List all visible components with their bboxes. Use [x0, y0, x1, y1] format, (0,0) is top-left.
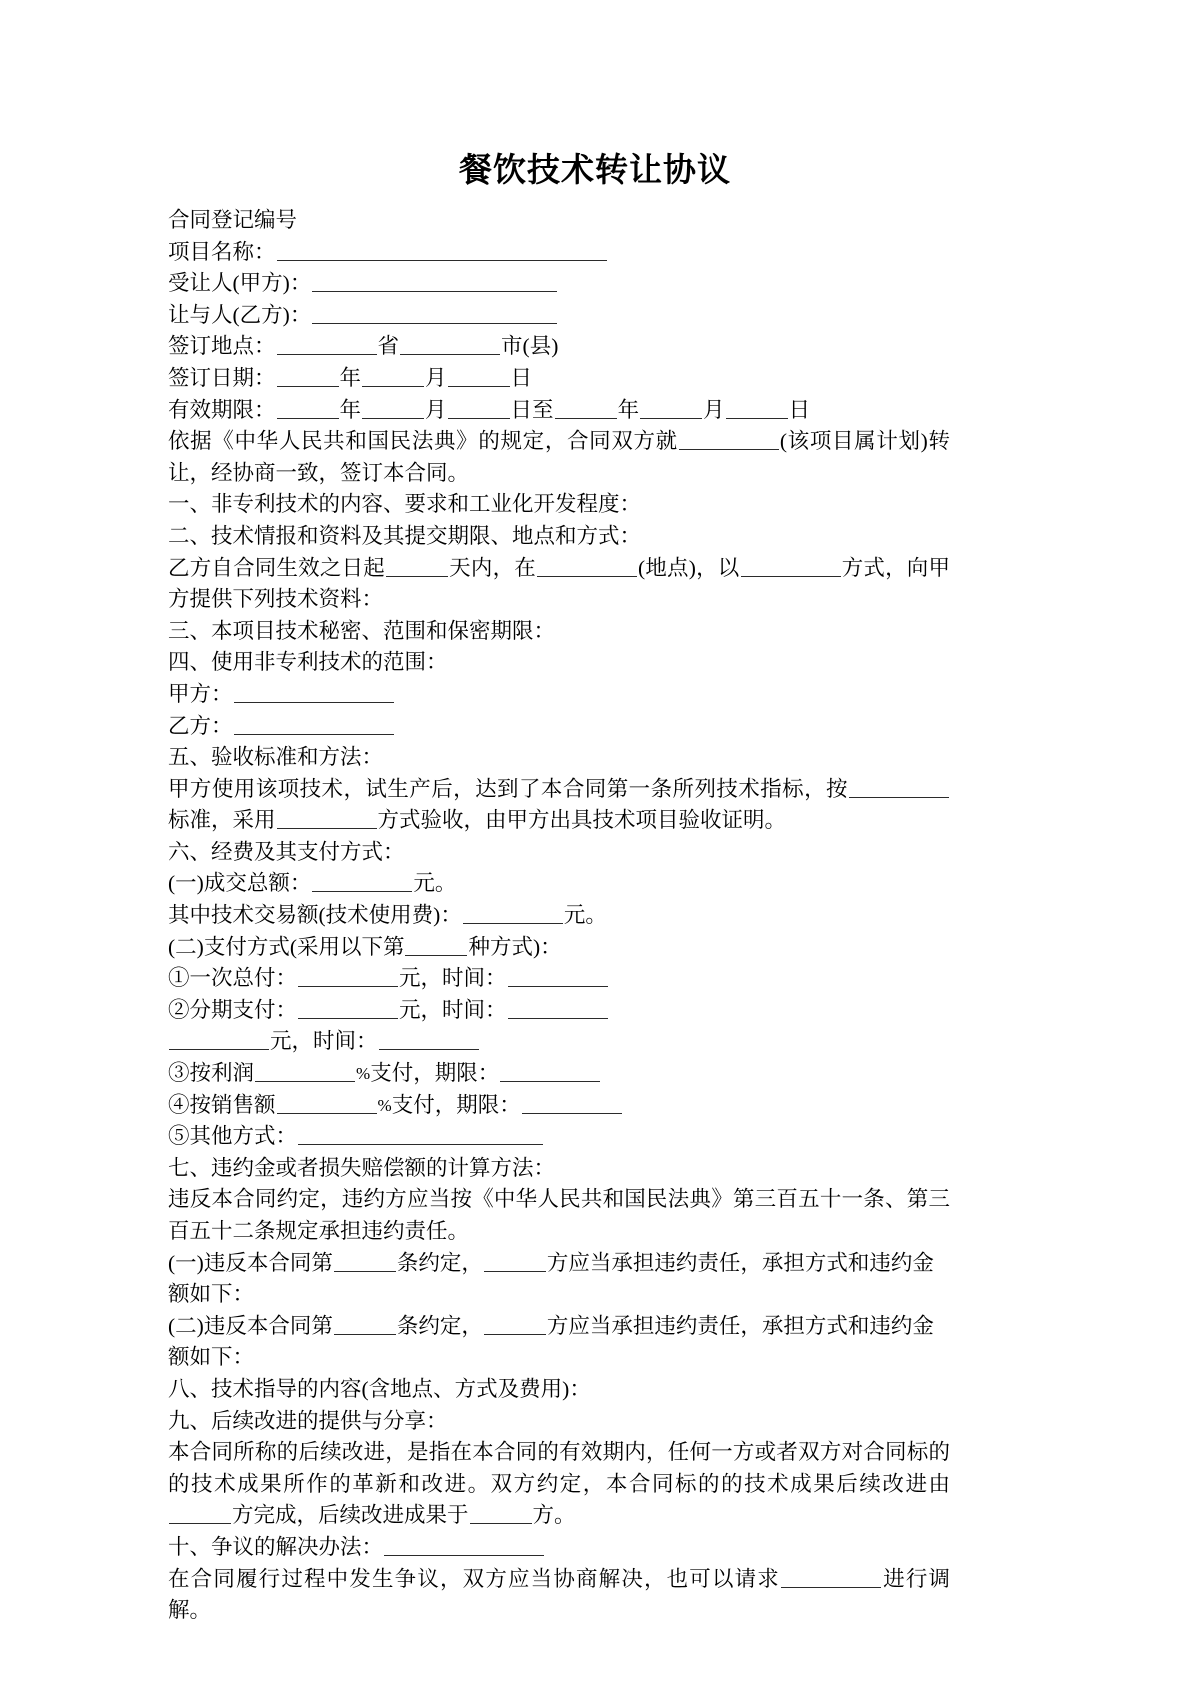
doc-text: (该项目属计划)转让，经协商一致，签订本合同。	[168, 429, 950, 485]
fill-in-blank[interactable]	[679, 432, 779, 450]
fill-in-blank[interactable]	[277, 369, 339, 387]
doc-line-clause-6-1	[168, 868, 950, 900]
doc-line-clause-6	[168, 837, 950, 869]
fill-in-blank[interactable]	[470, 1506, 532, 1524]
doc-line-transferee-party-a	[168, 268, 950, 300]
doc-text: 月	[425, 365, 447, 390]
fill-in-blank[interactable]	[277, 243, 607, 261]
fill-in-blank[interactable]	[386, 559, 448, 577]
fill-in-blank[interactable]	[849, 780, 949, 798]
doc-text: 四、使用非专利技术的范围：	[168, 650, 448, 675]
fill-in-blank[interactable]	[508, 969, 608, 987]
doc-text: ②分期支付：	[168, 997, 298, 1022]
fill-in-blank[interactable]	[255, 1064, 355, 1082]
doc-text: 支付，期限：	[391, 1092, 521, 1117]
doc-text: 条约定，	[396, 1313, 483, 1338]
doc-line-clause-8	[168, 1374, 950, 1406]
fill-in-blank[interactable]	[484, 1317, 546, 1335]
doc-text: 方式验收，由甲方出具技术项目验收证明。	[377, 808, 787, 833]
fill-in-blank[interactable]	[400, 337, 500, 355]
fill-in-blank[interactable]	[362, 369, 424, 387]
fill-in-blank[interactable]	[277, 337, 377, 355]
doc-text: 方。	[532, 1503, 576, 1528]
fill-in-blank[interactable]	[298, 969, 398, 987]
doc-line-clause-1	[168, 489, 950, 521]
fill-in-blank[interactable]	[334, 1317, 396, 1335]
fill-in-blank[interactable]	[463, 906, 563, 924]
doc-line-contract-reg-no	[168, 205, 950, 237]
fill-in-blank[interactable]	[169, 1032, 269, 1050]
doc-line-validity-period	[168, 395, 950, 427]
doc-text: 受让人(甲方)：	[168, 271, 312, 296]
fill-in-blank[interactable]	[298, 1127, 543, 1145]
doc-text: 方应当承担违约责任，承担方式和违约金额如下：	[168, 1250, 934, 1307]
fill-in-blank[interactable]	[448, 401, 510, 419]
doc-text: 天内，在	[448, 555, 536, 580]
fill-in-blank[interactable]	[726, 401, 788, 419]
doc-text: 元，时间：	[270, 1029, 378, 1054]
doc-text: 进行调解。	[168, 1566, 950, 1623]
doc-line-preamble	[168, 426, 950, 489]
doc-text: 依据《中华人民共和国民法典》的规定，合同双方就	[168, 429, 678, 454]
doc-text: 月	[425, 397, 447, 422]
doc-text: 方应当承担违约责任，承担方式和违约金额如下：	[168, 1313, 934, 1370]
doc-text: 种方式)：	[468, 934, 562, 959]
doc-line-clause-2-body	[168, 553, 950, 616]
doc-text: 甲方使用该项技术，试生产后，达到了本合同第一条所列技术指标，按	[168, 776, 848, 801]
doc-line-pay-option-3	[168, 1058, 950, 1090]
doc-text: 日至	[510, 397, 554, 422]
fill-in-blank[interactable]	[405, 938, 467, 956]
fill-in-blank[interactable]	[640, 401, 702, 419]
fill-in-blank[interactable]	[334, 1254, 396, 1272]
fill-in-blank[interactable]	[537, 559, 637, 577]
doc-text: ①一次总付：	[168, 966, 298, 991]
doc-text: (地点)，以	[637, 555, 740, 580]
percent-symbol: %	[356, 1064, 371, 1084]
fill-in-blank[interactable]	[522, 1096, 622, 1114]
doc-text: (一)成交总额：	[168, 871, 312, 896]
doc-line-clause-7-1	[168, 1248, 950, 1311]
doc-text: 月	[703, 397, 725, 422]
doc-line-clause-6-1-detail	[168, 900, 950, 932]
doc-text: 年	[339, 365, 362, 390]
doc-text: 元。	[563, 903, 607, 928]
doc-text: 支付，期限：	[370, 1061, 500, 1086]
fill-in-blank[interactable]	[741, 559, 841, 577]
doc-line-pay-option-4	[168, 1090, 950, 1122]
doc-line-clause-7	[168, 1153, 950, 1185]
fill-in-blank[interactable]	[448, 369, 510, 387]
doc-line-project-name	[168, 237, 950, 269]
doc-line-clause-9-body	[168, 1437, 950, 1532]
doc-line-clause-9	[168, 1406, 950, 1438]
fill-in-blank[interactable]	[312, 306, 557, 324]
doc-line-clause-5	[168, 742, 950, 774]
doc-text: 九、后续改进的提供与分享：	[168, 1408, 448, 1433]
doc-text: 日	[788, 397, 811, 422]
doc-line-clause-5-body	[168, 774, 950, 837]
doc-line-pay-option-2-cont	[168, 1026, 950, 1058]
doc-text: ④按销售额	[168, 1092, 276, 1117]
doc-line-party-b-scope	[168, 711, 950, 743]
document-body	[168, 205, 950, 1627]
doc-text: 日	[510, 365, 533, 390]
doc-line-clause-7-2	[168, 1311, 950, 1374]
fill-in-blank[interactable]	[312, 874, 412, 892]
fill-in-blank[interactable]	[298, 1001, 398, 1019]
doc-line-pay-option-5	[168, 1121, 950, 1153]
doc-text: 本合同所称的后续改进，是指在本合同的有效期内，任何一方或者双方对合同标的的技术成果所作的革新和改进。双方约定，本合同标的的技术成果后续改进由	[168, 1440, 950, 1496]
doc-text: 元，时间：	[399, 997, 507, 1022]
doc-text: 年	[339, 397, 362, 422]
fill-in-blank[interactable]	[384, 1538, 544, 1556]
doc-line-clause-10-body	[168, 1564, 950, 1627]
doc-line-clause-4	[168, 647, 950, 679]
doc-line-pay-option-2	[168, 995, 950, 1027]
doc-text: 让与人(乙方)：	[168, 302, 312, 327]
doc-text: 十、争议的解决办法：	[168, 1534, 384, 1559]
doc-text: 一、非专利技术的内容、要求和工业化开发程度：	[168, 492, 642, 517]
doc-text: 方完成，后续改进成果于	[232, 1503, 469, 1528]
doc-text: 二、技术情报和资料及其提交期限、地点和方式：	[168, 523, 642, 548]
doc-text: 签订地点：	[168, 334, 276, 359]
doc-line-party-a-scope	[168, 679, 950, 711]
fill-in-blank[interactable]	[500, 1064, 600, 1082]
doc-text: 元，时间：	[399, 966, 507, 991]
doc-text: (一)违反本合同第	[168, 1250, 333, 1275]
doc-text: 标准，采用	[168, 808, 276, 833]
doc-text: 合同登记编号	[168, 208, 298, 232]
page-title: 餐饮技术转让协议	[459, 150, 731, 189]
doc-line-clause-2	[168, 521, 950, 553]
doc-text: 条约定，	[396, 1250, 483, 1275]
fill-in-blank[interactable]	[362, 401, 424, 419]
doc-text: ⑤其他方式：	[168, 1124, 298, 1149]
doc-line-pay-option-1	[168, 963, 950, 995]
doc-text: 五、验收标准和方法：	[168, 745, 384, 770]
doc-text: 六、经费及其支付方式：	[168, 839, 405, 864]
doc-text: 乙方自合同生效之日起	[168, 555, 385, 580]
fill-in-blank[interactable]	[234, 685, 394, 703]
doc-text: 八、技术指导的内容(含地点、方式及费用)：	[168, 1376, 591, 1401]
doc-line-clause-6-2	[168, 932, 950, 964]
doc-line-clause-7-body	[168, 1184, 950, 1247]
doc-text: 市(县)	[501, 334, 559, 359]
doc-line-clause-3	[168, 616, 950, 648]
fill-in-blank[interactable]	[379, 1032, 479, 1050]
fill-in-blank[interactable]	[169, 1506, 231, 1524]
doc-line-signing-place	[168, 331, 950, 363]
fill-in-blank[interactable]	[508, 1001, 608, 1019]
doc-text: (二)支付方式(采用以下第	[168, 934, 405, 959]
percent-symbol: %	[377, 1095, 392, 1115]
doc-text: 元。	[413, 871, 457, 896]
doc-line-signing-date	[168, 363, 950, 395]
fill-in-blank[interactable]	[484, 1254, 546, 1272]
doc-text: 甲方：	[168, 681, 233, 706]
doc-line-transferor-party-b	[168, 300, 950, 332]
doc-line-clause-10	[168, 1532, 950, 1564]
doc-text: 年	[617, 397, 640, 422]
doc-text: 乙方：	[168, 713, 233, 738]
fill-in-blank[interactable]	[277, 811, 377, 829]
fill-in-blank[interactable]	[277, 1096, 377, 1114]
fill-in-blank[interactable]	[781, 1570, 881, 1588]
doc-text: 三、本项目技术秘密、范围和保密期限：	[168, 618, 556, 643]
fill-in-blank[interactable]	[277, 401, 339, 419]
fill-in-blank[interactable]	[312, 274, 557, 292]
doc-text: 其中技术交易额(技术使用费)：	[168, 903, 462, 928]
fill-in-blank[interactable]	[234, 717, 394, 735]
doc-text: (二)违反本合同第	[168, 1313, 333, 1338]
doc-text: 七、违约金或者损失赔偿额的计算方法：	[168, 1155, 556, 1180]
doc-text: 项目名称：	[168, 239, 276, 264]
doc-text: 在合同履行过程中发生争议，双方应当协商解决，也可以请求	[168, 1566, 780, 1591]
doc-text: 签订日期：	[168, 365, 276, 390]
doc-text: 违反本合同约定，违约方应当按《中华人民共和国民法典》第三百五十一条、第三百五十二条规定承担违约责任。	[168, 1187, 950, 1243]
doc-text: 省	[377, 334, 400, 359]
doc-text: 方式，向甲方提供下列技术资料：	[168, 555, 950, 612]
doc-text: ③按利润	[168, 1061, 255, 1086]
doc-text: 有效期限：	[168, 397, 276, 422]
fill-in-blank[interactable]	[555, 401, 617, 419]
